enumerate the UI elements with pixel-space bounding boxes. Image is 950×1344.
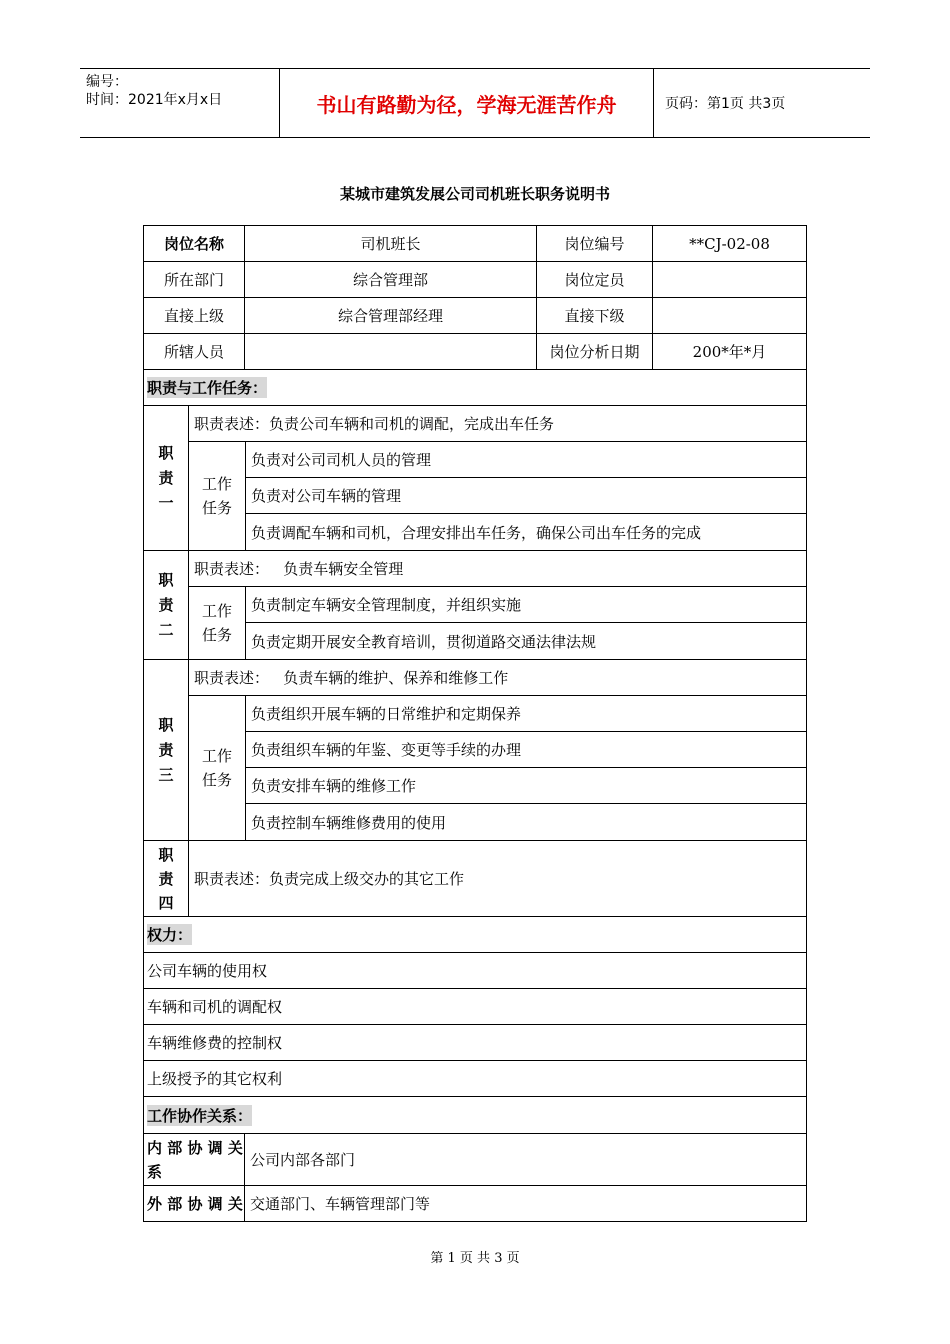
duty-1-label	[143, 405, 189, 551]
coop-section-header	[143, 1096, 807, 1134]
post-name-label: 岗位名称	[143, 225, 245, 262]
duties-section-header	[143, 369, 807, 406]
dept-value: 综合管理部	[244, 261, 537, 298]
analysis-date-value: 200*年*月	[652, 333, 807, 370]
duty-3-task-1: 负责组织开展车辆的日常维护和定期保养	[245, 695, 807, 732]
task-label-line-2: 任务	[201, 626, 232, 644]
duty-3-task-4: 负责控制车辆维修费用的使用	[245, 803, 807, 841]
staff-value	[244, 333, 537, 370]
analysis-date-label: 岗位分析日期	[536, 333, 653, 370]
coop-section-title: 工作协作关系：	[147, 1106, 253, 1125]
job-description-table	[143, 225, 807, 1222]
duty-3-statement: 职责表述： 负责车辆的维护、保养和维修工作	[188, 659, 807, 696]
task-label-line-2: 任务	[201, 499, 232, 517]
page-footer: 第 1 页 共 3 页	[430, 1251, 520, 1266]
header-motto: 书山有路勤为径，学海无涯苦作舟	[280, 69, 654, 137]
external-coop-value: 交通部门、车辆管理部门等	[244, 1185, 807, 1222]
power-item-3: 车辆维修费的控制权	[143, 1024, 807, 1061]
superior-label: 直接上级	[143, 297, 245, 334]
duty-3-task-2: 负责组织车辆的年鉴、变更等手续的办理	[245, 731, 807, 768]
duty-2-statement: 职责表述： 负责车辆安全管理	[188, 550, 807, 587]
document-title: 某城市建筑发展公司司机班长职务说明书	[339, 185, 610, 203]
internal-coop-value: 公司内部各部门	[244, 1133, 807, 1186]
time-label: 时间：2021年x月x日	[86, 92, 223, 108]
header-page-number: 页码：第1页 共3页	[665, 96, 786, 112]
task-label-line-1: 工作	[201, 475, 232, 493]
superior-value: 综合管理部经理	[244, 297, 537, 334]
power-item-4: 上级授予的其它权利	[143, 1060, 807, 1097]
duty-3-char-3: 三	[158, 765, 174, 784]
duty-2-char-1: 职	[158, 570, 174, 589]
duty-3-task-3: 负责安排车辆的维修工作	[245, 767, 807, 804]
duty-4-label	[143, 840, 189, 917]
header-meta	[80, 69, 280, 137]
power-section-title: 权力：	[147, 926, 193, 944]
staff-label: 所辖人员	[143, 333, 245, 370]
subordinate-label: 直接下级	[536, 297, 653, 334]
subordinate-value	[652, 297, 807, 334]
quota-label: 岗位定员	[536, 261, 653, 298]
duty-2-char-3: 二	[158, 620, 174, 639]
number-label: 编号：	[86, 74, 128, 90]
task-label-line-1: 工作	[201, 602, 232, 620]
task-label-line-2: 任务	[201, 771, 232, 789]
duty-4-char-1: 职	[158, 845, 174, 864]
internal-coop-label-line-2: 系	[147, 1162, 163, 1181]
duty-1-task-2: 负责对公司车辆的管理	[245, 477, 807, 514]
duty-4-char-3: 四	[158, 893, 174, 912]
internal-coop-label-line-1: 内 部 协 调 关	[147, 1138, 243, 1157]
post-name-value: 司机班长	[244, 225, 537, 262]
post-code-value: **CJ-02-08	[652, 225, 807, 262]
duty-1-char-1: 职	[158, 443, 174, 462]
duty-1-char-2: 责	[158, 468, 174, 487]
duty-3-label	[143, 659, 189, 841]
internal-coop-label	[143, 1133, 245, 1186]
page-header	[80, 68, 870, 138]
duty-1-task-label	[188, 441, 246, 551]
duty-2-task-1: 负责制定车辆安全管理制度，并组织实施	[245, 586, 807, 623]
duty-2-task-label	[188, 586, 246, 660]
duties-section-title: 职责与工作任务：	[147, 379, 268, 397]
duty-3-char-1: 职	[158, 715, 174, 734]
duty-1-char-3: 一	[158, 493, 174, 512]
quota-value	[652, 261, 807, 298]
duty-1-statement: 职责表述：负责公司车辆和司机的调配，完成出车任务	[188, 405, 807, 442]
duty-2-task-2: 负责定期开展安全教育培训，贯彻道路交通法律法规	[245, 622, 807, 660]
power-section-header	[143, 916, 807, 953]
duty-2-char-2: 责	[158, 595, 174, 614]
duty-1-task-1: 负责对公司司机人员的管理	[245, 441, 807, 478]
duty-3-char-2: 责	[158, 740, 174, 759]
duty-4-statement: 职责表述：负责完成上级交办的其它工作	[188, 840, 807, 917]
external-coop-label: 外 部 协 调 关	[143, 1185, 245, 1222]
task-label-line-1: 工作	[201, 747, 232, 765]
power-item-2: 车辆和司机的调配权	[143, 988, 807, 1025]
dept-label: 所在部门	[143, 261, 245, 298]
duty-1-task-3: 负责调配车辆和司机，合理安排出车任务，确保公司出车任务的完成	[245, 513, 807, 551]
duty-2-label	[143, 550, 189, 660]
power-item-1: 公司车辆的使用权	[143, 952, 807, 989]
duty-4-char-2: 责	[158, 869, 174, 888]
post-code-label: 岗位编号	[536, 225, 653, 262]
duty-3-task-label	[188, 695, 246, 841]
